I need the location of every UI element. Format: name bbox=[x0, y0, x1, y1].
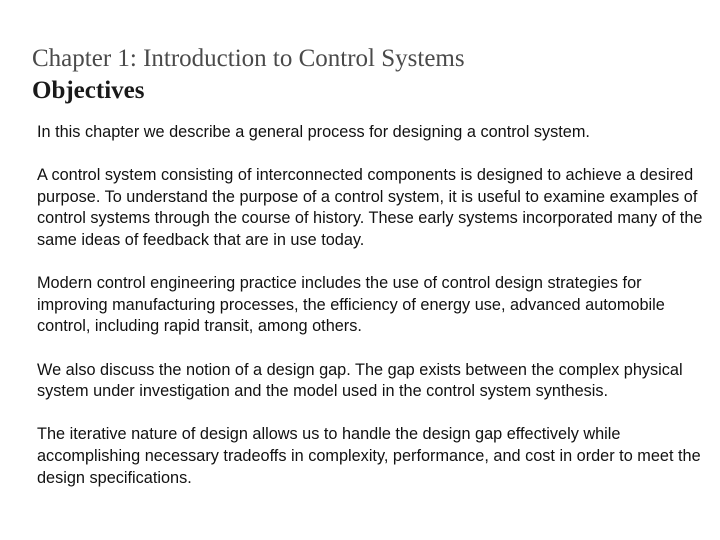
paragraph-intro: In this chapter we describe a general process for designing a control system. bbox=[37, 123, 590, 141]
paragraph-modern-practice: Modern control engineering practice includes the use of control design strategies for improving manufacturing processes, the efficiency of energy use, advanced automobile control, including rapid transit, among others. bbox=[37, 274, 665, 336]
paragraph-iterative-design: The iterative nature of design allows us to handle the design gap effectively while accomplishing necessary tradeoffs in complexity, performance, and cost in order to meet the design specifications. bbox=[37, 425, 701, 487]
objectives-heading: Objectives bbox=[32, 77, 145, 104]
paragraph-control-system: A control system consisting of interconnected components is designed to achieve a desired purpose. To understand the purpose of a control system, it is useful to examine examples of control systems through the course of history. These early systems incorporated many of the same ideas of feedback that are in use today. bbox=[37, 166, 703, 249]
chapter-title: Chapter 1: Introduction to Control Systems bbox=[32, 45, 465, 72]
slide-body bbox=[37, 122, 713, 511]
slide-title-block bbox=[32, 43, 465, 107]
paragraph-design-gap: We also discuss the notion of a design gap. The gap exists between the complex physical system under investigation and the model used in the control system synthesis. bbox=[37, 360, 683, 401]
